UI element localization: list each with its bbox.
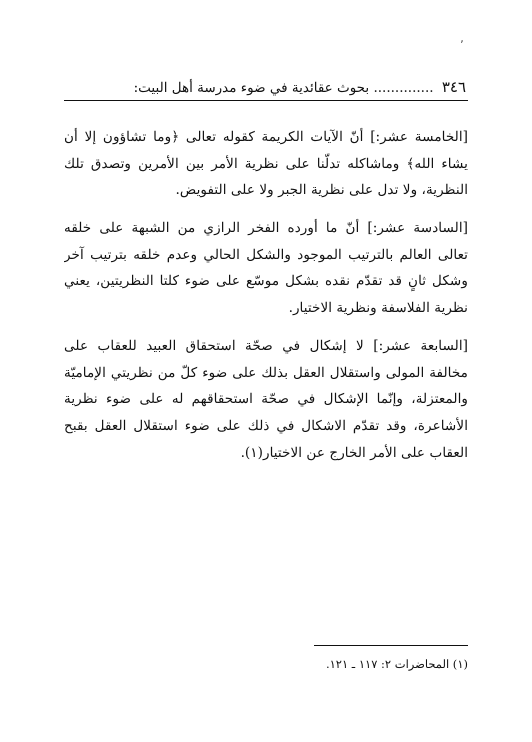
text-line: يشاء الله﴾ وماشاكله تدلّنا على نظرية الأمر بين الأمرين وتصدق تلك bbox=[64, 155, 468, 172]
stray-mark: ٬ bbox=[460, 38, 464, 52]
footnote: (١) المحاضرات ٢: ١١٧ ـ ١٢١. bbox=[325, 657, 468, 671]
header-dots: .............. bbox=[373, 80, 434, 96]
paragraph-17 bbox=[64, 333, 468, 466]
text-line: تعالى العالم بالترتيب الموجود والشكل الحالي وعدم خلقه بترتيب آخر bbox=[64, 246, 468, 263]
footnote-rule bbox=[314, 645, 468, 646]
text-line: [السابعة عشر:] لا إشكال في صحّة استحقاق العبيد للعقاب على bbox=[64, 337, 468, 354]
text-line: الأشاعرة، وقد تقدّم الاشكال في ذلك على ضوء استقلال العقل بقبح bbox=[64, 417, 468, 434]
paragraph-15 bbox=[64, 124, 468, 204]
text-line: النظرية، ولا تدل على نظرية الجبر ولا على التفويض. bbox=[175, 182, 468, 199]
text-line: وشكل ثانٍ قد تقدّم نقده بشكل موسّع على ضوء كلتا النظريتين، يعني bbox=[64, 273, 468, 290]
page-number: ٣٤٦ bbox=[441, 78, 466, 96]
paragraph-16 bbox=[64, 215, 468, 322]
text-line: [الخامسة عشر:] أنّ الآيات الكريمة كقوله تعالى ﴿وما تشاؤون إلا أن bbox=[64, 129, 468, 145]
text-line: والمعتزلة، وإنّما الإشكال في صحّة استحقاقهم له على ضوء نظرية bbox=[64, 391, 468, 408]
text-line: [السادسة عشر:] أنّ ما أورده الفخر الرازي من الشبهة على خلقه bbox=[64, 220, 468, 237]
text-line: نظرية الفلاسفة ونظرية الاختيار. bbox=[288, 300, 468, 317]
text-line: مخالفة المولى واستقلال العقل بذلك على ضوء كلّ من نظريتي الإماميّة bbox=[64, 364, 468, 381]
header-title: بحوث عقائدية في ضوء مدرسة أهل البيت: bbox=[133, 80, 370, 96]
header-rule bbox=[64, 100, 468, 101]
text-line: العقاب على الأمر الخارج عن الاختيار(١). bbox=[240, 444, 468, 461]
running-header bbox=[66, 76, 466, 98]
body-text bbox=[64, 124, 468, 466]
